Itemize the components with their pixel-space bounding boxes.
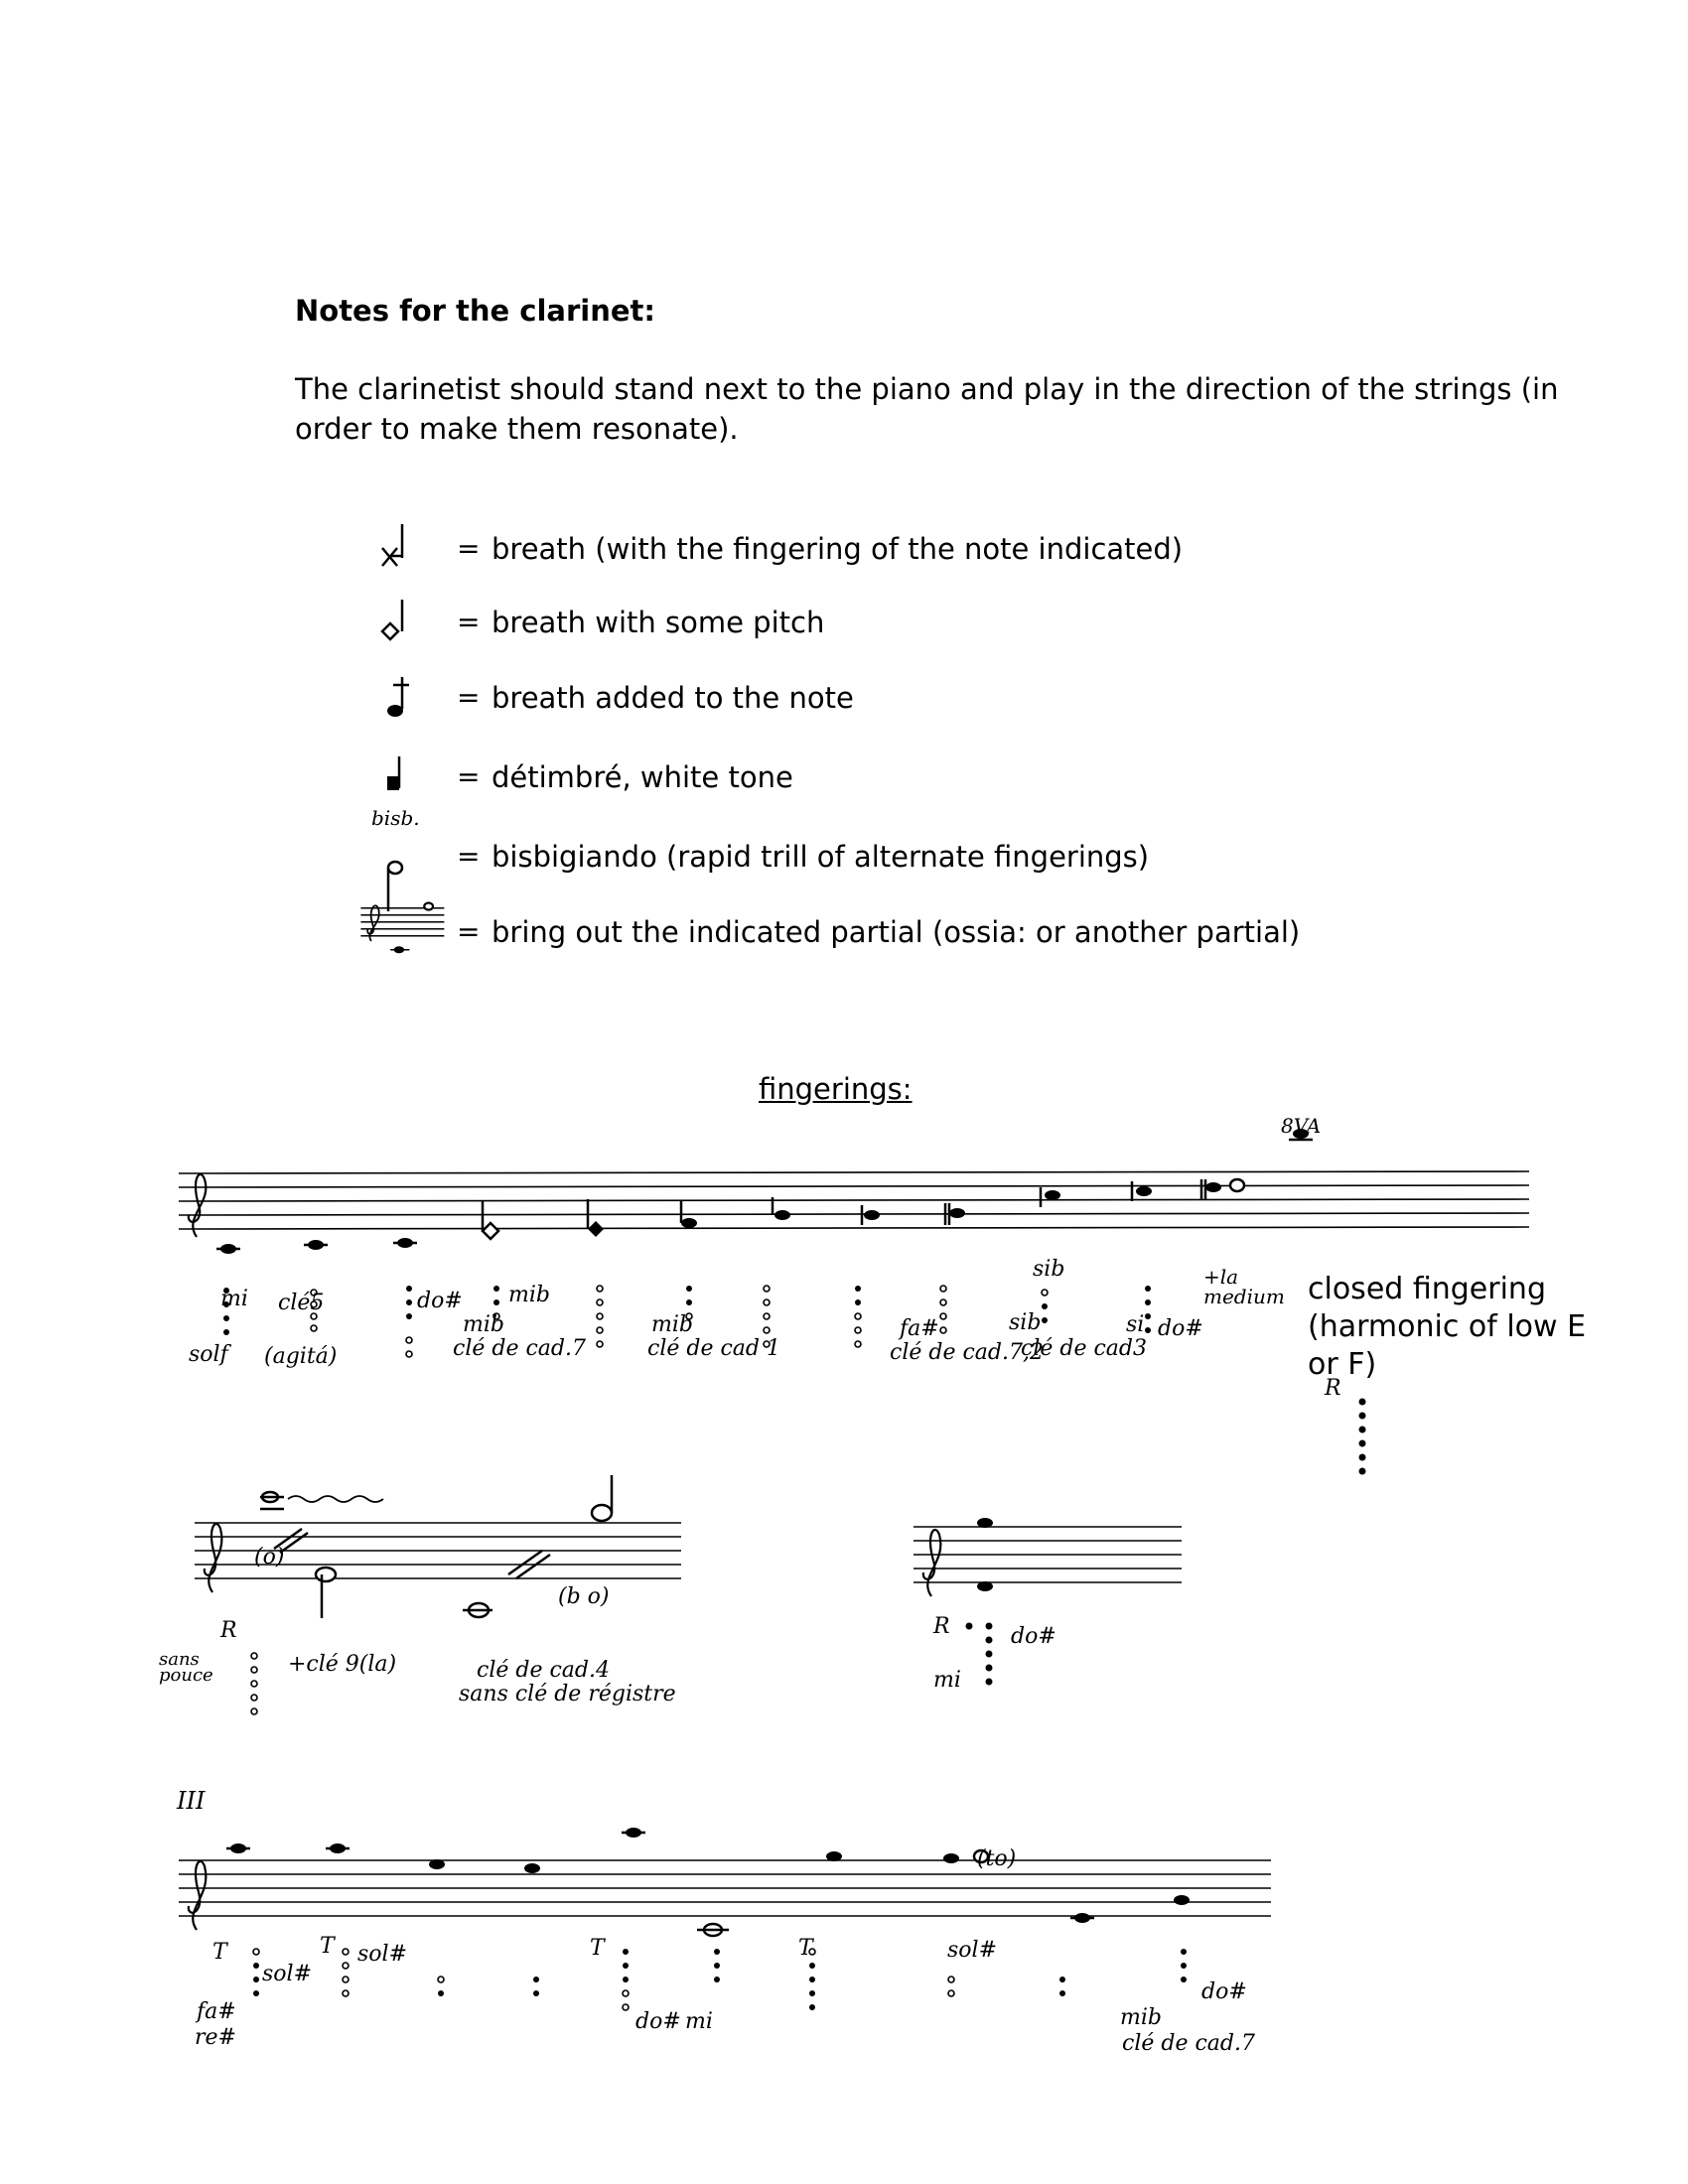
note xyxy=(524,1863,540,1873)
hw-cle-de-cad: clé de cad.7 xyxy=(1122,2031,1255,2056)
hw-cle-de-cad: clé de cad 1 xyxy=(647,1336,780,1361)
hw-cle9: +clé 9(la) xyxy=(288,1652,397,1677)
legend-row-partial xyxy=(357,907,1549,967)
hw-resharp: re# xyxy=(195,2025,236,2050)
legend-row-breath-pitch xyxy=(357,598,1549,657)
hw-agita: (agitá) xyxy=(264,1344,338,1369)
legend-text: breath with some pitch xyxy=(492,606,825,639)
hw-solf: solf xyxy=(189,1342,228,1367)
staff-lines xyxy=(179,1171,1529,1229)
legend-equals: = xyxy=(457,532,481,565)
hw-cle5: clé5 xyxy=(278,1291,325,1315)
note xyxy=(977,1581,993,1591)
fingering-diagram xyxy=(1059,1977,1065,1996)
fingering-diagram xyxy=(714,1949,720,1982)
note xyxy=(622,1828,645,1838)
partial-staff-icon xyxy=(346,899,465,969)
note xyxy=(697,1924,729,1936)
hw-sib: sib xyxy=(1033,1257,1065,1282)
hw-sib: sib xyxy=(1009,1310,1042,1335)
fingering-diagram xyxy=(1145,1286,1151,1333)
closed-fingering-note: closed fingering (harmonic of low E or F) xyxy=(1308,1272,1587,1382)
hw-solsharp: sol# xyxy=(357,1942,408,1967)
legend-text: breath (with the fingering of the note indicated) xyxy=(492,532,1184,566)
hw-dosharp: do# xyxy=(1011,1624,1056,1649)
legend-row-breath-added xyxy=(357,673,1549,733)
fingering-diagram xyxy=(406,1286,412,1357)
note xyxy=(393,1238,417,1248)
fingering-diagram xyxy=(438,1977,444,1996)
hw-cle-de-cad: clé de cad.7 xyxy=(453,1336,586,1361)
hw-mi: mi xyxy=(220,1287,248,1311)
legend-equals: = xyxy=(457,840,481,873)
hw-mib: mib xyxy=(508,1283,550,1307)
hw-fasharp: fa# xyxy=(197,1999,236,2024)
hw-dosharp: do# xyxy=(1158,1316,1203,1341)
hw-t: T xyxy=(320,1934,335,1959)
breath-added-note-icon xyxy=(357,673,467,752)
section-iii-label: III xyxy=(177,1787,206,1815)
note xyxy=(483,1201,498,1239)
fingering-diagram xyxy=(855,1286,861,1347)
fingering-staff-4 xyxy=(179,1827,1271,1926)
breath-note-icon xyxy=(357,524,467,604)
note xyxy=(304,1240,328,1250)
hw-cle-de-cad: clé de cad3 xyxy=(1021,1336,1147,1361)
hw-mi: mi xyxy=(685,2009,713,2034)
hw-cle-de-cad4: clé de cad.4 xyxy=(477,1658,610,1683)
hw-dosharp: do# xyxy=(1201,1979,1247,2004)
note xyxy=(826,1851,842,1861)
fingering-diagrams-row-3 xyxy=(179,1946,1271,2055)
hw-bo: (b o) xyxy=(558,1584,610,1609)
hw-t: T xyxy=(798,1936,813,1961)
legend-text: bisbigiando (rapid trill of alternate fingerings) xyxy=(492,840,1150,874)
legend-row-breath xyxy=(357,524,1549,584)
fingering-diagram xyxy=(1181,1949,1187,1982)
trill-line xyxy=(288,1496,383,1502)
hw-mi: mi xyxy=(933,1668,961,1693)
hw-mib: mib xyxy=(1120,2005,1162,2030)
hw-fasharp: fa# xyxy=(900,1316,939,1341)
hw-o: (o) xyxy=(254,1545,285,1570)
hw-cle-de-cad: clé de cad.7,2 xyxy=(890,1340,1044,1365)
hw-to: (to) xyxy=(977,1846,1017,1871)
note xyxy=(326,1843,350,1853)
fingering-diagram xyxy=(597,1286,603,1347)
legend-equals: = xyxy=(457,915,481,948)
fingering-diagram xyxy=(940,1286,946,1333)
bisb-mark: bisb. xyxy=(371,806,420,830)
note xyxy=(862,1205,880,1225)
hw-mib: mib xyxy=(463,1312,504,1337)
fingering-diagram xyxy=(623,1949,629,2010)
hw-t: T xyxy=(212,1940,227,1965)
legend-row-white-tone xyxy=(357,752,1549,812)
legend-text: breath added to the note xyxy=(492,681,854,715)
note xyxy=(260,1492,284,1509)
treble-clef-icon xyxy=(205,1524,222,1592)
note xyxy=(226,1843,250,1853)
legend-equals: = xyxy=(457,681,481,714)
hw-sans-cle-registre: sans clé de régistre xyxy=(459,1682,676,1706)
note xyxy=(1070,1913,1094,1923)
legend-text: bring out the indicated partial (ossia: or another partial) xyxy=(492,915,1301,949)
fingering-diagram xyxy=(253,1949,259,1996)
note xyxy=(977,1518,993,1528)
legend-equals: = xyxy=(457,760,481,793)
note xyxy=(1132,1181,1152,1201)
hw-si: si xyxy=(1126,1312,1145,1337)
legend-equals: = xyxy=(457,606,481,638)
hw-solsharp: sol# xyxy=(947,1938,998,1963)
intro-paragraph: The clarinetist should stand next to the piano and play in the direction of the strings (in order to make them resonate). xyxy=(295,372,1559,446)
note xyxy=(316,1568,336,1618)
fingering-diagram xyxy=(948,1977,954,1996)
hw-la-medium: +la medium xyxy=(1203,1265,1285,1308)
note xyxy=(463,1603,492,1617)
fingering-diagram xyxy=(1042,1290,1048,1323)
note xyxy=(216,1244,240,1254)
hw-register-key: R xyxy=(933,1614,950,1639)
note xyxy=(945,1203,965,1225)
hw-register-key: R xyxy=(1325,1376,1341,1401)
ottava-mark: 8VA xyxy=(1281,1114,1322,1138)
hw-mib: mib xyxy=(651,1312,693,1337)
fingering-diagram xyxy=(953,1620,1013,1700)
fingering-staff-1 xyxy=(179,1161,1529,1241)
hw-dosharp: do# xyxy=(635,2009,681,2034)
note xyxy=(588,1199,604,1237)
breath-pitch-note-icon xyxy=(357,598,467,677)
fingerings-title: fingerings: xyxy=(759,1072,913,1106)
treble-clef-icon xyxy=(923,1530,941,1596)
note xyxy=(1041,1187,1060,1207)
hw-t: T xyxy=(590,1936,605,1961)
hw-sans-pouce: sans pouce xyxy=(159,1649,213,1686)
hw-dosharp: do# xyxy=(417,1289,463,1313)
note xyxy=(1201,1179,1244,1199)
closed-fingering-diagram xyxy=(1350,1394,1380,1489)
treble-clef-icon xyxy=(189,1861,207,1930)
note xyxy=(429,1859,445,1869)
hw-register-key: R xyxy=(220,1618,237,1643)
legend-row-bisbigliando xyxy=(357,806,1549,891)
treble-clef-icon xyxy=(189,1174,207,1237)
fingering-diagram xyxy=(533,1977,539,1996)
note xyxy=(1174,1895,1190,1905)
hw-solsharp: sol# xyxy=(262,1962,313,1986)
legend-text: détimbré, white tone xyxy=(492,760,793,794)
note xyxy=(592,1475,612,1521)
fingering-staff-3 xyxy=(914,1509,1182,1598)
fingering-diagram xyxy=(343,1949,349,1996)
section-heading: Notes for the clarinet: xyxy=(295,294,656,328)
fingering-diagram xyxy=(242,1648,272,1737)
